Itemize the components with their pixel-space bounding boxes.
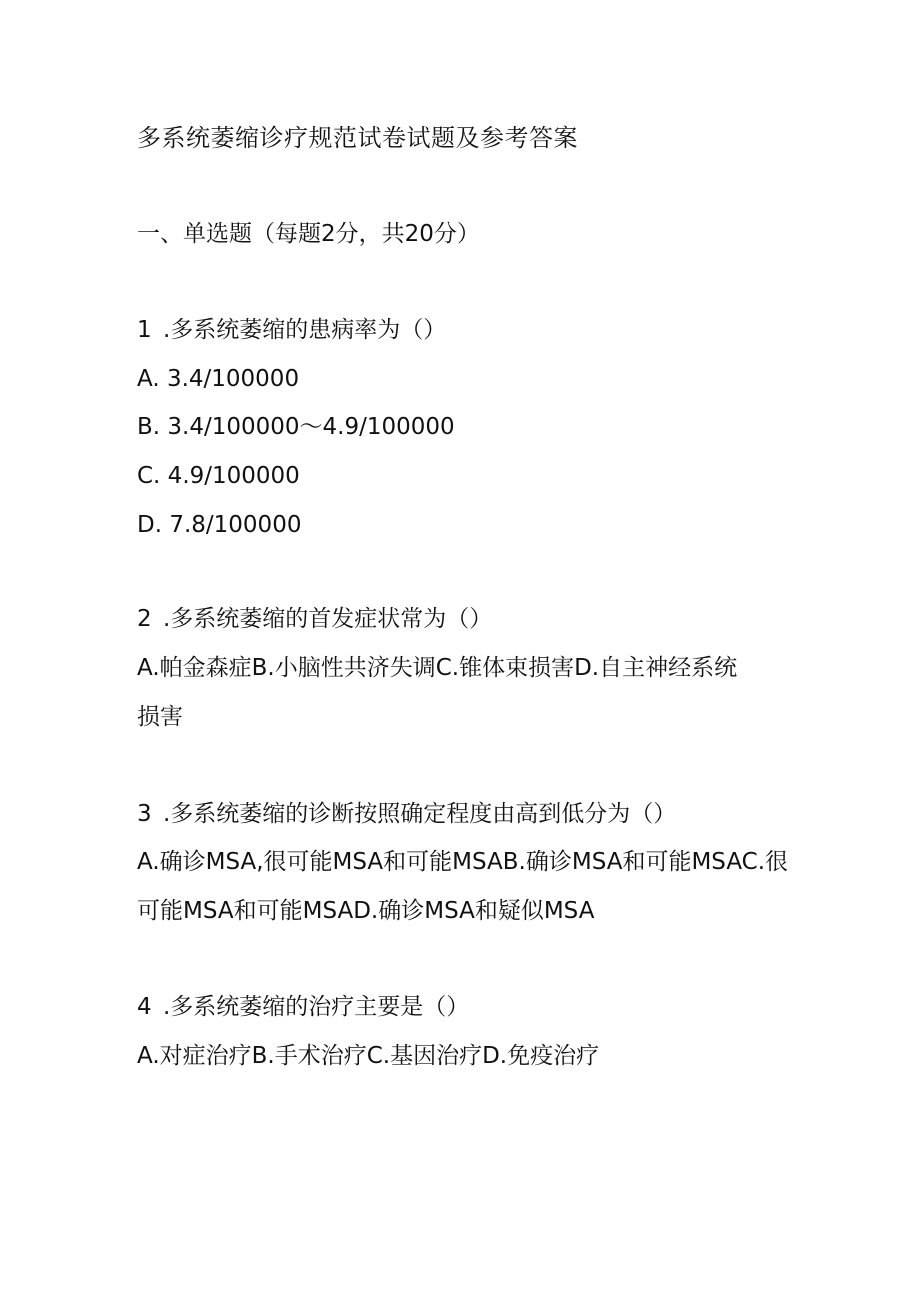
question-1	[137, 317, 446, 345]
question-stem: .多系统萎缩的患病率为（）	[163, 317, 447, 343]
question-3	[137, 801, 676, 829]
question-stem: .多系统萎缩的治疗主要是（）	[163, 994, 470, 1020]
question-4-options-line-1: A.对症治疗B.手术治疗C.基因治疗D.免疫治疗	[137, 1043, 600, 1069]
question-1-option-a: A. 3.4/100000	[137, 366, 300, 392]
question-3-options-line-1: A.确诊MSA,很可能MSA和可能MSAB.确诊MSA和可能MSAC.很	[137, 849, 789, 875]
question-3-options-line-2: 可能MSA和可能MSAD.确诊MSA和疑似MSA	[137, 898, 595, 924]
section-heading: 一、单选题（每题2分，共20分）	[137, 221, 480, 247]
question-1-option-b: B. 3.4/100000～4.9/100000	[137, 414, 455, 440]
question-stem: .多系统萎缩的诊断按照确定程度由高到低分为（）	[163, 801, 677, 827]
question-number: 4	[137, 994, 152, 1020]
document-title: 多系统萎缩诊疗规范试卷试题及参考答案	[137, 124, 578, 152]
question-2-options-line-2: 损害	[137, 704, 183, 730]
question-number: 2	[137, 606, 152, 632]
question-1-option-d: D. 7.8/100000	[137, 512, 302, 538]
question-number: 3	[137, 801, 152, 827]
question-1-option-c: C. 4.9/100000	[137, 463, 300, 489]
question-4	[137, 994, 469, 1022]
question-2-options-line-1: A.帕金森症B.小脑性共济失调C.锥体束损害D.自主神经系统	[137, 655, 738, 681]
question-number: 1	[137, 317, 152, 343]
question-2	[137, 606, 492, 634]
question-stem: .多系统萎缩的首发症状常为（）	[163, 606, 493, 632]
